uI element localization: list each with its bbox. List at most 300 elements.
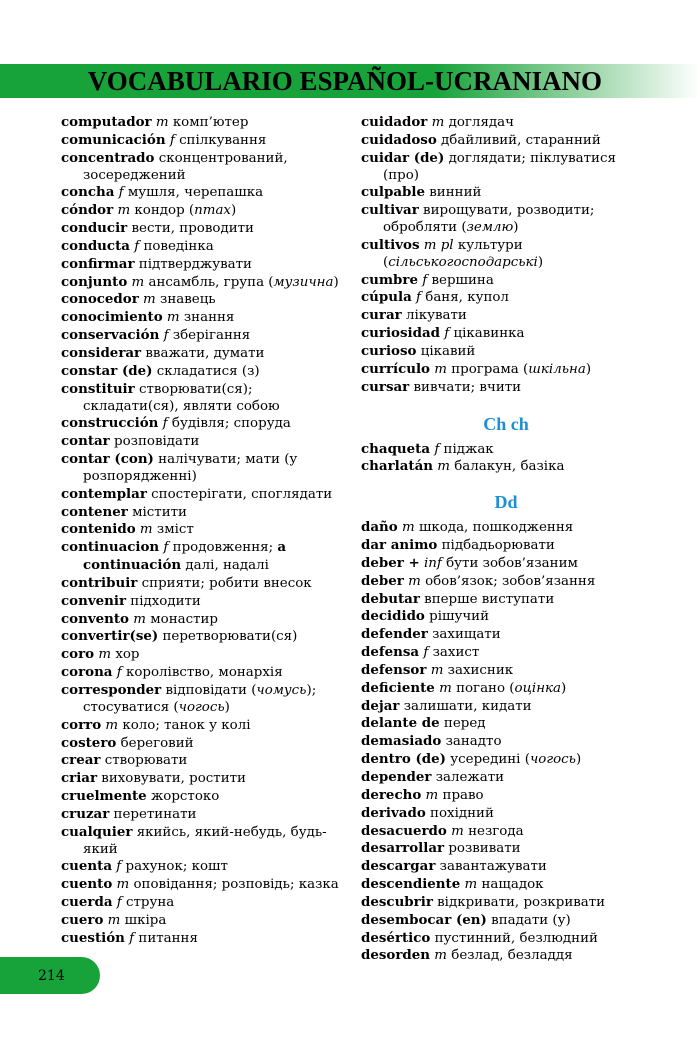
dictionary-entry	[361, 132, 651, 150]
dictionary-entry	[361, 805, 651, 823]
entry-translation: цікавий	[420, 343, 476, 359]
entry-translation: доглядати; піклуватися (про)	[383, 150, 616, 183]
entry-headword: confirmar	[61, 255, 135, 272]
entry-grammar: f	[163, 328, 169, 344]
entry-grammar: m	[434, 361, 447, 377]
dictionary-entry	[361, 272, 651, 290]
entry-translation: занадто	[445, 734, 502, 750]
entry-grammar: m	[166, 310, 180, 326]
entry-translation: підбадьорювати	[441, 538, 555, 554]
dictionary-entry	[361, 662, 651, 680]
entry-translation: питання	[138, 930, 198, 946]
dictionary-entry	[61, 752, 341, 770]
entry-headword: comunicación	[61, 131, 166, 148]
entry-translation: вести, проводити	[131, 221, 254, 237]
dictionary-entry	[61, 930, 341, 948]
entry-translation: знання	[183, 310, 235, 326]
entry-translation: доглядач	[448, 115, 514, 130]
entry-headword: convenir	[61, 592, 126, 609]
entry-grammar: f	[422, 272, 428, 288]
entry-translation: незгода	[468, 823, 524, 839]
entry-grammar: f	[162, 416, 168, 432]
entry-translation: баня, купол	[425, 290, 509, 306]
entry-headword: contribuir	[61, 574, 138, 591]
entry-translation: кондор (	[134, 203, 195, 219]
entry-translation: ); стосуватися (	[83, 683, 317, 715]
entry-translation: підтверджувати	[138, 256, 252, 272]
entry-translation: королівство, монархія	[125, 665, 283, 681]
dictionary-entry	[361, 184, 651, 202]
dictionary-entry	[61, 575, 341, 593]
entry-grammar: m	[155, 115, 169, 130]
left-column	[61, 114, 341, 948]
entry-translation: шкода, пошкодження	[418, 520, 574, 536]
entry-translation: вершина	[431, 272, 494, 288]
entry-translation: захищати	[432, 627, 501, 643]
entry-translation: вперше виступати	[424, 591, 555, 607]
entry-headword: curiosidad	[361, 325, 440, 342]
entry-translation: залишати, кидати	[403, 698, 532, 714]
entry-headword: curioso	[361, 342, 417, 359]
entry-headword: descubrir	[361, 893, 433, 910]
dictionary-entry	[61, 220, 341, 238]
dictionary-entry	[61, 521, 341, 539]
entry-grammar: m	[133, 611, 146, 627]
entry-translation: залежати	[435, 770, 505, 785]
entry-headword: cultivar	[361, 202, 419, 219]
entry-grammar: m	[439, 680, 452, 696]
dictionary-entry	[361, 894, 651, 912]
dictionary-entry	[361, 379, 651, 397]
entry-headword: depender	[361, 769, 432, 785]
entry-headword: cuidador	[361, 114, 428, 130]
entry-headword: conjunto	[61, 273, 128, 290]
entries-c	[361, 114, 651, 397]
entry-headword: cuerda	[61, 894, 113, 911]
entry-translation: погано (	[456, 680, 515, 696]
dictionary-entry	[61, 132, 341, 150]
entry-grammar: m	[451, 823, 464, 839]
entry-translation: рішучий	[429, 609, 490, 625]
dictionary-entry	[61, 150, 341, 185]
entry-headword: contemplar	[61, 485, 147, 502]
entry-headword: coro	[61, 646, 95, 663]
dictionary-entry	[61, 824, 341, 859]
entry-translation: перетворювати(ся)	[162, 629, 298, 645]
entry-translation: оповідання; розповідь; казка	[133, 877, 339, 893]
entry-translation: будівля; споруда	[171, 416, 291, 432]
entry-translation: захист	[432, 645, 480, 661]
entry-translation: продовження;	[172, 540, 274, 556]
dictionary-entry	[361, 114, 651, 132]
entry-translation: спілкування	[179, 132, 267, 148]
dictionary-entry	[361, 698, 651, 716]
entry-translation: впадати (у)	[491, 912, 571, 928]
entry-translation: )	[513, 220, 519, 236]
entry-grammar: m	[143, 292, 156, 308]
dictionary-entry	[61, 274, 341, 292]
entry-headword: charlatán	[361, 458, 433, 475]
entry-translation: вирощувати, розводити; обробляти (	[383, 203, 595, 236]
dictionary-entry	[361, 769, 651, 787]
entry-note: птах	[194, 203, 231, 219]
entry-note: оцінка	[514, 680, 562, 696]
entry-headword: cúpula	[361, 289, 412, 306]
entry-headword: cruzar	[61, 805, 110, 822]
entry-headword: cuidadoso	[361, 131, 437, 148]
entry-headword: conocimiento	[61, 309, 163, 326]
entry-translation: береговий	[120, 735, 194, 751]
entry-headword: conocedor	[61, 291, 139, 308]
dictionary-entry	[361, 537, 651, 555]
entry-translation: усередині (	[450, 752, 530, 768]
entry-grammar: m	[434, 948, 447, 964]
entry-headword: contar	[61, 433, 110, 450]
entry-translation: вивчати; вчити	[413, 379, 522, 395]
entry-headword: cuenta	[61, 858, 113, 875]
dictionary-entry	[61, 858, 341, 876]
dictionary-entry	[361, 858, 651, 876]
entry-grammar: m	[116, 877, 130, 893]
dictionary-entry	[61, 381, 341, 416]
entry-translation: поведінка	[143, 238, 214, 254]
entry-translation: винний	[429, 185, 482, 201]
entry-translation: )	[585, 361, 592, 377]
dictionary-entry	[361, 715, 651, 733]
entry-headword: culpable	[361, 184, 425, 201]
dictionary-entry	[61, 664, 341, 682]
entry-translation: пустинний, безлюдний	[434, 930, 598, 946]
entry-headword: a continuación	[83, 539, 287, 574]
entry-translation: )	[537, 254, 544, 270]
entry-headword: desembocar (en)	[361, 911, 487, 928]
dictionary-entry	[61, 327, 341, 345]
dictionary-entry	[361, 519, 651, 537]
entry-headword: derecho	[361, 786, 422, 803]
entry-headword: contener	[61, 503, 128, 520]
entry-headword: conducta	[61, 237, 130, 254]
entry-headword: curar	[361, 307, 402, 324]
entry-translation: перетинати	[113, 806, 197, 822]
dictionary-entry	[361, 237, 651, 272]
entry-headword: considerar	[61, 344, 142, 361]
entry-headword: delante de	[361, 715, 440, 732]
entry-grammar: m	[117, 203, 131, 219]
entry-translation: дбайливий, старанний	[441, 132, 601, 148]
entry-translation: нащадок	[481, 877, 544, 893]
dictionary-entry	[61, 593, 341, 611]
entry-translation: перед	[443, 716, 486, 732]
dictionary-entry	[361, 912, 651, 930]
entry-grammar: m	[425, 787, 439, 803]
entry-translation: лікувати	[405, 308, 467, 324]
entry-headword: cuero	[61, 911, 104, 928]
page-number-tab	[0, 957, 100, 994]
entry-grammar: m	[431, 115, 445, 130]
entry-note: чогось	[529, 752, 576, 768]
entry-headword: deficiente	[361, 679, 435, 696]
entry-translation: рахунок; кошт	[125, 859, 228, 875]
entry-note: чомусь	[256, 683, 307, 698]
entries-d	[361, 519, 651, 965]
entry-headword: dar animo	[361, 537, 438, 554]
entry-translation: відкривати, розкривати	[437, 894, 606, 910]
dictionary-entry	[61, 114, 341, 132]
dictionary-entry	[61, 345, 341, 363]
dictionary-entry	[61, 894, 341, 912]
dictionary-entry	[61, 770, 341, 788]
dictionary-entry	[61, 539, 341, 575]
entry-translation: цікавинка	[453, 326, 525, 342]
entry-translation: містити	[132, 504, 187, 520]
dictionary-entry	[61, 202, 341, 220]
entry-headword: criar	[61, 770, 98, 787]
entry-translation: право	[442, 787, 484, 803]
entry-grammar: f	[423, 645, 429, 661]
dictionary-entry	[61, 682, 341, 717]
entry-translation: жорстоко	[150, 789, 220, 805]
entry-grammar: m	[408, 573, 421, 589]
dictionary-entry	[61, 876, 341, 894]
entry-translation: культури (	[383, 237, 523, 270]
entry-headword: cumbre	[361, 271, 418, 288]
entry-headword: computador	[61, 114, 152, 130]
entry-headword: construcción	[61, 415, 159, 432]
entry-headword: demasiado	[361, 733, 442, 750]
entry-headword: chaqueta	[361, 440, 431, 457]
entry-translation: спостерігати, споглядати	[151, 486, 333, 502]
entry-headword: cuento	[61, 876, 113, 893]
dictionary-entry	[361, 644, 651, 662]
dictionary-entry	[361, 150, 651, 185]
entry-headword: desacuerdo	[361, 822, 447, 839]
entry-translation: обов’язок; зобов’язання	[425, 573, 596, 589]
entry-grammar: f	[116, 665, 122, 681]
dictionary-entry	[361, 680, 651, 698]
entry-headword: descargar	[361, 858, 436, 875]
entry-headword: concha	[61, 184, 115, 201]
entry-headword: cóndor	[61, 202, 114, 219]
entry-translation: підходити	[130, 593, 201, 609]
dictionary-entry	[61, 184, 341, 202]
dictionary-entry	[61, 291, 341, 309]
dictionary-entry	[61, 611, 341, 629]
entry-headword: crear	[61, 752, 101, 769]
dictionary-entry	[61, 486, 341, 504]
entry-translation: завантажувати	[439, 859, 547, 875]
entry-headword: debutar	[361, 590, 420, 607]
entry-grammar: f	[134, 238, 140, 254]
entry-grammar: f	[444, 326, 450, 342]
entry-grammar: f	[416, 290, 421, 306]
entry-headword: corresponder	[61, 682, 162, 698]
dictionary-entry	[361, 361, 651, 379]
entry-note: чогось	[178, 699, 225, 715]
entry-translation: сприяти; робити внесок	[141, 575, 312, 591]
section-heading-d: Dd	[494, 492, 518, 513]
dictionary-entry	[61, 415, 341, 433]
entry-headword: costero	[61, 734, 117, 751]
entry-translation: хор	[115, 647, 140, 663]
dictionary-entry	[361, 876, 651, 894]
dictionary-entry	[361, 555, 651, 573]
entry-translation: захисник	[447, 662, 514, 678]
dictionary-entry	[61, 628, 341, 646]
entry-translation: шкіра	[124, 912, 167, 928]
entry-note: сільськогосподарські	[388, 254, 538, 270]
dictionary-entry	[61, 912, 341, 930]
dictionary-entry	[361, 573, 651, 591]
entry-headword: defensa	[361, 644, 420, 661]
entry-headword: defensor	[361, 661, 427, 678]
page-number: 214	[38, 968, 65, 984]
entry-headword: desorden	[361, 947, 431, 964]
entry-grammar: inf	[423, 555, 442, 571]
dictionary-entry	[361, 787, 651, 805]
entry-headword: constar (de)	[61, 362, 153, 379]
entry-translation: )	[561, 680, 567, 696]
entry-grammar: m	[437, 459, 450, 475]
dictionary-entry	[361, 289, 651, 307]
entry-translation: бути зобов’язаним	[446, 555, 578, 571]
dictionary-entry	[61, 433, 341, 451]
entry-headword: convertir(se)	[61, 628, 159, 645]
page-title: VOCABULARIO ESPAÑOL-UCRANIANO	[87, 66, 602, 96]
entry-translation: струна	[126, 895, 175, 911]
dictionary-entry	[61, 717, 341, 735]
dictionary-entry	[61, 788, 341, 806]
entry-note: шкільна	[528, 361, 586, 377]
entry-translation: мушля, черепашка	[127, 185, 264, 201]
entry-translation: знавець	[160, 292, 216, 308]
dictionary-entry	[361, 626, 651, 644]
entry-headword: cuestión	[61, 929, 125, 946]
entry-headword: deber	[361, 572, 404, 589]
dictionary-entry	[361, 325, 651, 343]
dictionary-entry	[361, 840, 651, 858]
entry-grammar: f	[129, 930, 135, 946]
dictionary-entry	[361, 930, 651, 948]
dictionary-entry	[61, 504, 341, 522]
entry-grammar: m pl	[423, 237, 454, 253]
dictionary-entry	[361, 591, 651, 609]
entry-translation: комп’ютер	[172, 115, 249, 130]
entry-translation: розвивати	[448, 841, 521, 857]
entry-translation: розповідати	[114, 434, 200, 450]
entries-ch	[361, 441, 651, 477]
entry-headword: corro	[61, 716, 102, 733]
dictionary-entry	[361, 458, 651, 476]
dictionary-entry	[361, 947, 651, 965]
entry-headword: dentro (de)	[361, 751, 447, 768]
entry-translation: далі, надалі	[185, 558, 269, 574]
entry-headword: derivado	[361, 804, 426, 821]
entry-grammar: f	[116, 895, 122, 911]
entry-grammar: f	[116, 859, 122, 875]
entry-headword: corona	[61, 664, 113, 681]
dictionary-entry	[61, 735, 341, 753]
dictionary-entry	[61, 451, 341, 486]
entry-note: музична	[273, 274, 334, 290]
entry-translation: налічувати; мати (у розпорядженні)	[83, 452, 298, 484]
entry-translation: якийсь, який-небудь, будь-який	[83, 824, 327, 857]
entry-grammar: m	[139, 522, 153, 538]
entry-grammar: m	[401, 520, 415, 536]
entry-translation: безлад, безладдя	[451, 948, 573, 964]
entry-grammar: m	[131, 274, 145, 290]
entry-translation: вважати, думати	[145, 345, 265, 361]
entry-translation: програма (	[451, 361, 529, 377]
entry-translation: відповідати (	[165, 683, 257, 698]
entry-translation: )	[224, 699, 230, 715]
entry-grammar: m	[464, 877, 478, 893]
section-heading-ch: Ch ch	[483, 413, 529, 434]
entry-headword: desarrollar	[361, 840, 445, 857]
entry-translation: сконцентрований, зосереджений	[83, 150, 288, 183]
entry-translation: піджак	[443, 441, 494, 457]
header-banner	[0, 64, 700, 98]
entry-headword: dejar	[361, 697, 400, 714]
dictionary-entry	[361, 343, 651, 361]
entry-translation: )	[575, 752, 582, 768]
dictionary-entry	[361, 608, 651, 626]
entry-grammar: m	[430, 662, 444, 678]
dictionary-entry	[61, 363, 341, 381]
entry-translation: похідний	[430, 805, 494, 821]
entry-headword: continuacion	[61, 539, 160, 556]
entry-headword: cruelmente	[61, 788, 147, 805]
entry-headword: contenido	[61, 521, 136, 538]
entry-translation: )	[333, 274, 339, 290]
entry-headword: cualquier	[61, 823, 133, 840]
entry-headword: descendiente	[361, 876, 461, 893]
entry-note: землю	[466, 220, 514, 236]
entry-headword: daño	[361, 519, 398, 536]
dictionary-entry	[61, 646, 341, 664]
entry-headword: convento	[61, 610, 129, 627]
entry-grammar: m	[107, 912, 121, 928]
dictionary-entry	[361, 307, 651, 325]
entry-headword: cuidar (de)	[361, 149, 445, 166]
entry-headword: desértico	[361, 929, 431, 946]
entry-grammar: f	[434, 441, 440, 457]
entry-translation: монастир	[150, 611, 219, 627]
dictionary-entry	[61, 256, 341, 274]
entry-headword: cursar	[361, 378, 410, 395]
dictionary-entry	[61, 238, 341, 256]
entry-grammar: f	[118, 185, 124, 201]
entry-grammar: m	[105, 717, 119, 733]
entry-translation: створювати(ся); складати(ся), являти собою	[83, 381, 280, 414]
entry-headword: contar (con)	[61, 451, 154, 468]
entry-headword: deber +	[361, 554, 420, 571]
dictionary-entry	[361, 823, 651, 841]
dictionary-entry	[361, 751, 651, 769]
entry-headword: conservación	[61, 327, 160, 344]
entry-translation: ансамбль, група (	[148, 274, 274, 290]
dictionary-entry	[361, 202, 651, 237]
entry-translation: балакун, базіка	[454, 459, 565, 475]
entry-headword: decidido	[361, 608, 425, 625]
entry-grammar: m	[98, 647, 112, 663]
entry-headword: conducir	[61, 220, 128, 237]
entry-translation: складатися (з)	[156, 363, 260, 379]
right-column	[361, 114, 651, 965]
entry-headword: defender	[361, 626, 428, 643]
dictionary-entry	[61, 309, 341, 327]
entry-grammar: f	[163, 540, 169, 556]
entry-translation: коло; танок у колі	[122, 717, 251, 733]
